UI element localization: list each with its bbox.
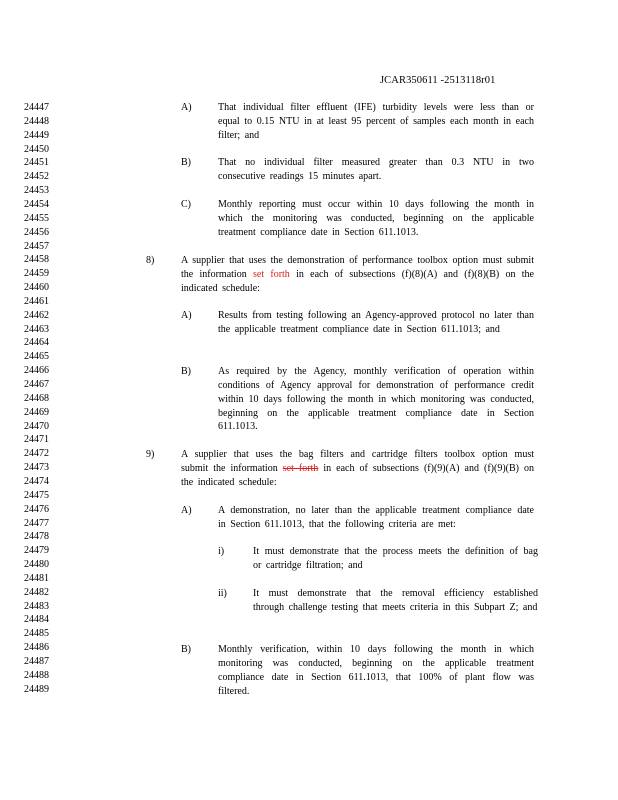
line-number: 24489 <box>24 683 49 695</box>
line-number: 24477 <box>24 517 49 529</box>
paragraph-8-item-a-marker: A) <box>181 310 192 321</box>
line-number: 24451 <box>24 157 49 169</box>
line-number: 24475 <box>24 489 49 501</box>
line-number: 24468 <box>24 392 49 404</box>
paragraph-8-text-end: in each of subsections (f)(8)(A) and (f)(8)(B) on the indicated schedule: <box>181 268 534 294</box>
line-number: 24467 <box>24 379 49 390</box>
line-number: 24472 <box>24 448 49 460</box>
item-a-text: That individual filter effluent (IFE) turbidity levels were less than or equal to 0.15 NTU in at least 95 percent of samples each month in each filter; and <box>218 102 534 141</box>
line-number: 24459 <box>24 268 49 280</box>
line-number: 24469 <box>24 406 49 418</box>
item-c-marker: C) <box>181 199 191 210</box>
inserted-text: set forth <box>252 268 290 280</box>
line-number: 24479 <box>24 545 49 557</box>
item-a-marker: A) <box>181 102 192 113</box>
line-number: 24474 <box>24 475 49 487</box>
subitem-ii-marker: ii) <box>218 588 227 599</box>
item-b-marker: B) <box>181 157 191 168</box>
item-c-text: Monthly reporting must occur within 10 days following the month in which the monitoring was conducted, beginning on the applicable treatment compliance date in Section 611.1013. <box>218 199 534 238</box>
line-number: 24483 <box>24 600 49 612</box>
paragraph-9-text-end: in each of subsections (f)(9)(A) and (f)(9)(B) on the indicated schedule: <box>181 462 535 488</box>
line-number: 24458 <box>24 254 49 266</box>
paragraph-8-text <box>181 254 534 296</box>
line-number: 24481 <box>24 572 49 584</box>
paragraph-9-item-b-marker: B) <box>181 644 191 655</box>
line-number: 24470 <box>24 420 49 432</box>
line-number: 24457 <box>24 240 49 252</box>
paragraph-8-text-start: A supplier that uses the demonstration of performance toolbox option must submit the information <box>181 255 534 280</box>
subitem-ii-text: It must demonstrate that the removal efficiency established through challenge testing that meets criteria in this Subpart Z; and <box>253 588 538 613</box>
line-number: 24448 <box>24 115 49 127</box>
deleted-text: set forth <box>282 462 319 474</box>
paragraph-9-item-b-text: Monthly verification, within 10 days following the month in which monitoring was conducted, beginning on the applicable treatment compliance date in Section 611.1013, that 100% of plant flow was filtered. <box>218 644 534 697</box>
subitem-i-text: It must demonstrate that the process meets the definition of bag or cartridge filtration; and <box>253 546 538 571</box>
line-number: 24454 <box>24 198 49 210</box>
line-number: 24484 <box>24 614 49 626</box>
line-number: 24449 <box>24 129 49 141</box>
line-number: 24471 <box>24 434 49 446</box>
paragraph-9-text <box>181 448 534 490</box>
line-number: 24453 <box>24 185 49 197</box>
line-number: 24465 <box>24 351 49 363</box>
paragraph-8-marker: 8) <box>146 255 155 266</box>
line-number: 24486 <box>24 642 49 654</box>
paragraph-8-item-a-text: Results from testing following an Agency-approved protocol no later than the applicable treatment compliance date in Section 611.1013; and <box>218 310 534 335</box>
line-number: 24476 <box>24 503 49 515</box>
line-number: 24487 <box>24 656 49 667</box>
line-number: 24462 <box>24 309 49 321</box>
line-number: 24482 <box>24 586 49 598</box>
line-number: 24480 <box>24 559 49 571</box>
paragraph-8-item-b-text: As required by the Agency, monthly verification of operation within conditions of Agency approval for demonstration of performance credit within 10 days following the month in which monitoring was conducted, beginning on the applicable treatment compliance date in Section 611.1013. <box>218 366 534 433</box>
line-number: 24473 <box>24 462 49 474</box>
line-number: 24447 <box>24 102 49 113</box>
line-number: 24488 <box>24 669 49 681</box>
item-b-text: That no individual filter measured greater than 0.3 NTU in two consecutive readings 15 minutes apart. <box>218 157 534 182</box>
subitem-i-marker: i) <box>218 546 225 557</box>
line-number: 24460 <box>24 282 49 294</box>
line-number: 24455 <box>24 212 49 224</box>
line-number: 24466 <box>24 365 49 377</box>
line-number: 24461 <box>24 295 49 307</box>
paragraph-9-marker: 9) <box>146 449 155 460</box>
line-number: 24450 <box>24 143 49 155</box>
paragraph-9-text-start: A supplier that uses the bag filters and cartridge filters toolbox option must submit the information <box>181 449 534 474</box>
line-number: 24463 <box>24 323 49 335</box>
line-number: 24456 <box>24 226 49 238</box>
document-header: JCAR350611 -2513118r01 <box>380 75 496 86</box>
line-number: 24478 <box>24 531 49 543</box>
paragraph-9-item-a-marker: A) <box>181 505 192 516</box>
paragraph-9-item-a-text: A demonstration, no later than the applicable treatment compliance date in Section 611.1013, that the following criteria are met: <box>218 505 534 530</box>
paragraph-8-item-b-marker: B) <box>181 366 191 377</box>
line-number: 24485 <box>24 628 49 640</box>
line-number: 24464 <box>24 337 49 349</box>
line-number: 24452 <box>24 171 49 183</box>
